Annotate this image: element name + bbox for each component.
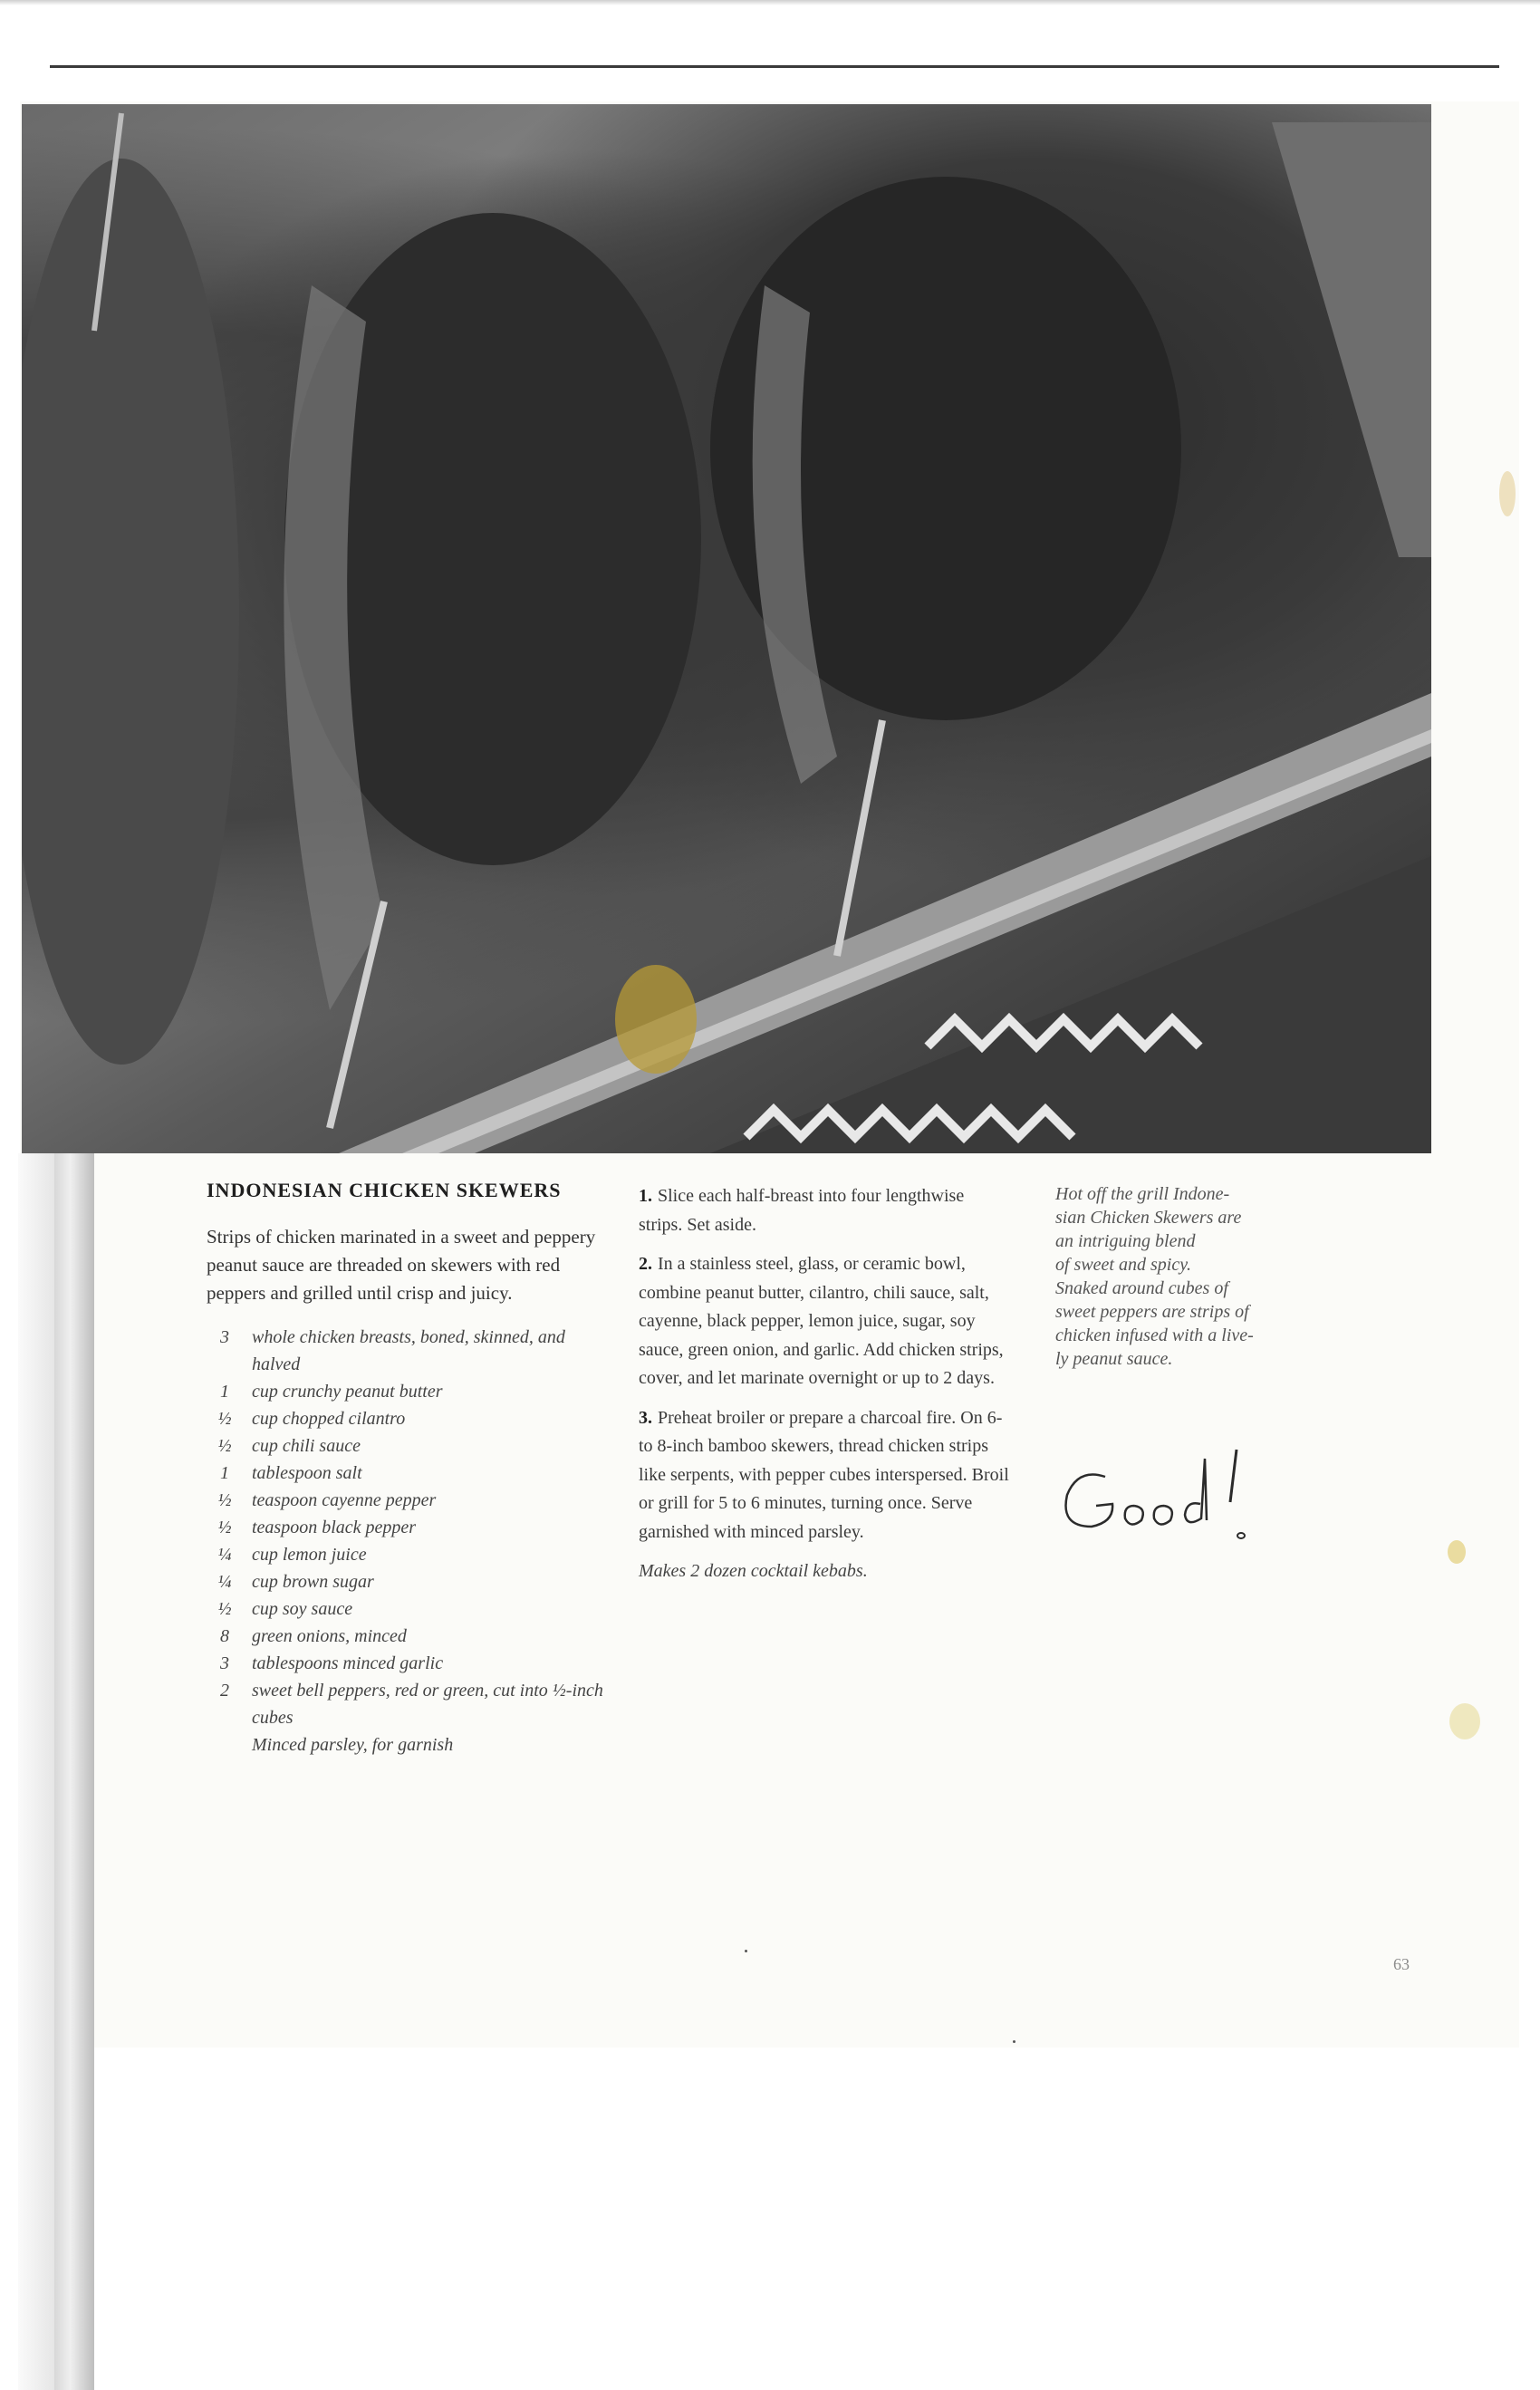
chicken-skewers-photo — [22, 104, 1431, 1153]
ingredient-qty: 1 — [220, 1382, 229, 1402]
caption-line: sian Chicken Skewers are — [1055, 1208, 1242, 1228]
step-text: Slice each half-breast into four lengthwise strips. Set aside. — [639, 1186, 965, 1235]
photo-caption — [1055, 1182, 1327, 1371]
ingredient-qty: ½ — [217, 1599, 232, 1619]
ingredient-qty: 8 — [220, 1626, 229, 1646]
caption-line: Snaked around cubes of — [1055, 1278, 1228, 1298]
ingredient-text: cup soy sauce — [252, 1599, 353, 1619]
ingredient-text: cup lemon juice — [252, 1545, 367, 1565]
ingredient-text: whole chicken breasts, boned, skinned, and halved — [252, 1327, 565, 1374]
ingredient-qty: 3 — [220, 1327, 229, 1347]
ingredient-item — [207, 1568, 605, 1595]
skewer-far-left-chicken — [22, 159, 239, 1065]
ingredient-item — [207, 1460, 605, 1487]
caption-line: sweet peppers are strips of — [1055, 1302, 1249, 1322]
paper-stain — [1449, 1703, 1480, 1739]
ingredient-item — [207, 1541, 605, 1568]
basket-edge — [1272, 122, 1431, 557]
ingredient-item — [207, 1378, 605, 1405]
recipe-title: INDONESIAN CHICKEN SKEWERS — [207, 1179, 562, 1201]
paper-speck — [1013, 2040, 1015, 2043]
paper-stain — [1499, 471, 1516, 516]
ingredient-item — [207, 1514, 605, 1541]
ingredient-qty: ½ — [217, 1409, 232, 1429]
recipe-step — [639, 1182, 1012, 1239]
ingredient-text: Minced parsley, for garnish — [252, 1735, 454, 1755]
ingredient-qty: 2 — [220, 1681, 229, 1701]
ingredient-item — [207, 1324, 605, 1378]
step-text: Preheat broiler or prepare a charcoal fire. On 6- to 8-inch bamboo skewers, thread chicken strips like serpents, with pepper cubes interspersed. Broil or grill for 5 to 6 minutes, turning once. Serve garnished with minced parsley. — [639, 1407, 1009, 1542]
ingredient-text: tablespoon salt — [252, 1463, 362, 1483]
ingredient-qty: ½ — [217, 1518, 232, 1537]
ingredient-qty: ¼ — [217, 1545, 232, 1565]
scan-top-edge — [0, 0, 1540, 5]
page-number: 63 — [1393, 1955, 1410, 1973]
ingredient-qty: 3 — [220, 1653, 229, 1673]
ingredient-text: cup chopped cilantro — [252, 1409, 406, 1429]
ingredient-text: tablespoons minced garlic — [252, 1653, 444, 1673]
ingredient-list — [207, 1324, 605, 1759]
ingredient-text: cup brown sugar — [252, 1572, 374, 1592]
ingredient-item — [207, 1650, 605, 1677]
binding-shadow — [54, 1153, 94, 2390]
food-stain — [615, 965, 697, 1074]
ingredient-qty: ½ — [217, 1436, 232, 1456]
step-number: 3. — [639, 1407, 652, 1428]
ingredient-item — [207, 1623, 605, 1650]
paper-stain — [1448, 1540, 1466, 1564]
ingredient-text: cup chili sauce — [252, 1436, 361, 1456]
caption-line: Hot off the grill Indone- — [1055, 1184, 1230, 1204]
ingredient-text: cup crunchy peanut butter — [252, 1382, 443, 1402]
ingredient-item — [207, 1595, 605, 1623]
paper-speck — [745, 1950, 747, 1952]
ingredient-text: sweet bell peppers, red or green, cut into ½-inch cubes — [252, 1681, 603, 1728]
ingredient-text: teaspoon black pepper — [252, 1518, 417, 1537]
ingredient-qty: ½ — [217, 1490, 232, 1510]
ingredient-item — [207, 1731, 605, 1759]
ingredient-qty: ¼ — [217, 1572, 232, 1592]
recipe-photo — [22, 104, 1431, 1153]
ingredient-item — [207, 1432, 605, 1460]
step-number: 2. — [639, 1254, 652, 1274]
caption-line: of sweet and spicy. — [1055, 1255, 1191, 1275]
ingredient-text: green onions, minced — [252, 1626, 407, 1646]
ingredient-item — [207, 1677, 605, 1731]
caption-line: chicken infused with a live- — [1055, 1325, 1254, 1345]
recipe-step — [639, 1404, 1012, 1547]
instructions-column — [639, 1182, 1012, 1585]
recipe-intro: Strips of chicken marinated in a sweet and peppery peanut sauce are threaded on skewers with red peppers and grilled until crisp and juicy. — [207, 1226, 596, 1304]
ingredient-qty: 1 — [220, 1463, 229, 1483]
ingredient-item — [207, 1405, 605, 1432]
step-text: In a stainless steel, glass, or ceramic bowl, combine peanut butter, cilantro, chili sauce, salt, cayenne, black pepper, lemon juice, sugar, soy sauce, green onion, and garlic. Add chicken strips, cover, and let marinate overnight or up to 2 days. — [639, 1254, 1004, 1388]
ingredient-item — [207, 1487, 605, 1514]
caption-line: an intriguing blend — [1055, 1231, 1196, 1251]
ingredient-text: teaspoon cayenne pepper — [252, 1490, 437, 1510]
skewer-stick-right — [837, 720, 882, 956]
recipe-yield: Makes 2 dozen cocktail kebabs. — [639, 1561, 868, 1581]
caption-line: ly peanut sauce. — [1055, 1349, 1173, 1369]
step-number: 1. — [639, 1186, 652, 1206]
handwritten-note-good — [1051, 1441, 1286, 1549]
ingredients-column — [207, 1178, 605, 1759]
scan-margin-strip — [18, 1153, 54, 2390]
ingredient-qty — [207, 1731, 252, 1759]
scan-edge-line — [50, 65, 1499, 68]
recipe-step — [639, 1250, 1012, 1393]
